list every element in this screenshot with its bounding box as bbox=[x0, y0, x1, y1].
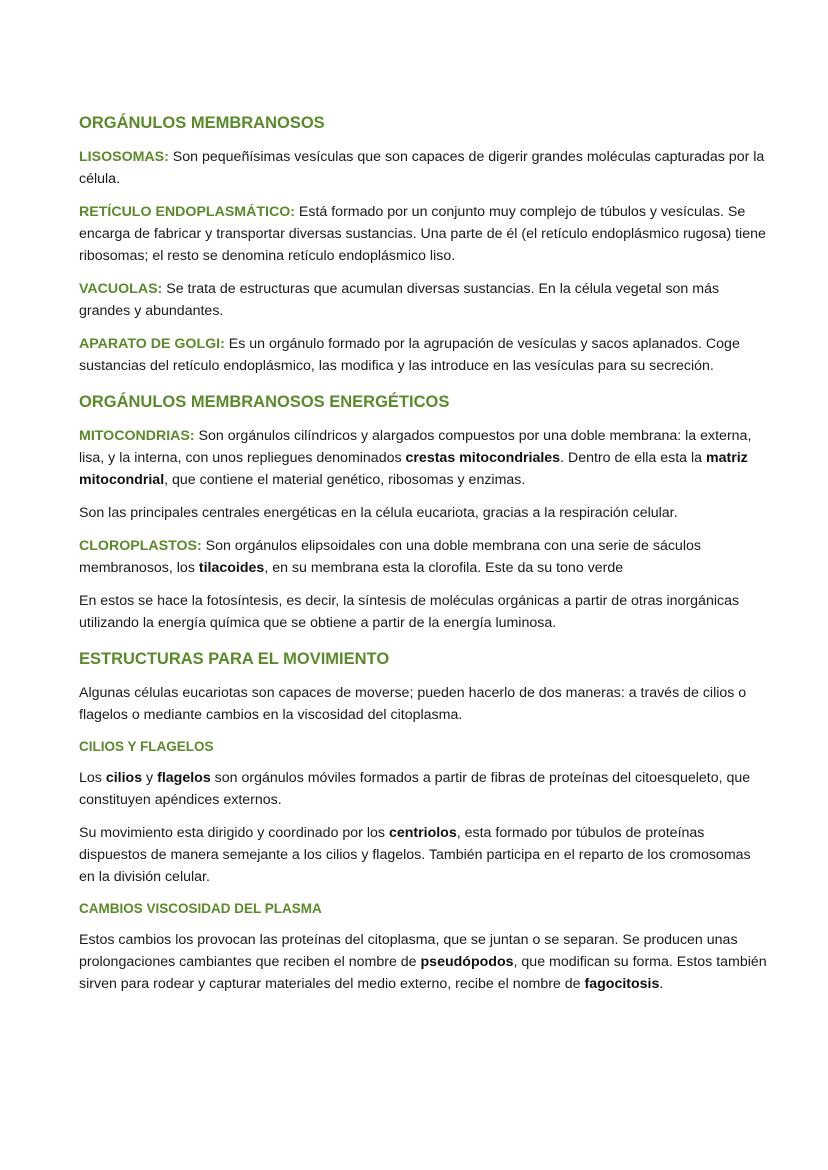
paragraph-cilios-1 bbox=[79, 767, 768, 811]
bold-cilios: cilios bbox=[105, 770, 143, 786]
text-vacuolas: Se trata de estructuras que acumulan diversas sustancias. En la célula vegetal son más grandes y abundantes. bbox=[79, 281, 720, 319]
paragraph-golgi bbox=[79, 333, 768, 377]
bold-crestas: crestas mitocondriales bbox=[405, 450, 561, 466]
bold-flagelos: flagelos bbox=[157, 770, 211, 786]
heading-organulos-membranosos: ORGÁNULOS MEMBRANOSOS bbox=[79, 114, 325, 132]
heading-cambios-viscosidad: CAMBIOS VISCOSIDAD DEL PLASMA bbox=[79, 901, 322, 916]
term-mitocondrias: MITOCONDRIAS: bbox=[79, 428, 195, 444]
text-viscosidad-a: Estos cambios los provocan las proteínas del citoplasma, que se juntan o se separan. Se producen unas prolongaciones cambiantes que reciben el nombre de bbox=[79, 932, 738, 970]
paragraph-movimiento-intro: Algunas células eucariotas son capaces de moverse; pueden hacerlo de dos maneras: a través de cilios o flagelos o mediante cambios en la viscosidad del citoplasma. bbox=[79, 685, 747, 723]
bold-matriz: matriz mitocondrial bbox=[79, 450, 748, 488]
term-reticulo: RETÍCULO ENDOPLASMÁTICO: bbox=[79, 204, 295, 220]
paragraph-fotosintesis: En estos se hace la fotosíntesis, es decir, la síntesis de moléculas orgánicas a partir de otras inorgánicas utilizando la energía química que se obtiene a partir de la energía luminosa. bbox=[79, 593, 740, 631]
bold-fagocitosis: fagocitosis bbox=[584, 976, 660, 992]
text-golgi: Es un orgánulo formado por la agrupación de vesículas y sacos aplanados. Coge sustancias del retículo endoplásmico, las modifica y las introduce en las vesículas para su secreción. bbox=[79, 336, 740, 374]
paragraph-mitocondrias bbox=[79, 425, 768, 491]
paragraph-mitocondrias-2: Son las principales centrales energéticas en la célula eucariota, gracias a la respiración celular. bbox=[79, 505, 678, 521]
text-reticulo: Está formado por un conjunto muy complejo de túbulos y vesículas. Se encarga de fabricar y transportar diversas sustancias. Una parte de él (el retículo endoplásmico rugosa) tiene ribosomas; el resto se denomina retículo endoplásmico liso. bbox=[79, 204, 766, 264]
text-mitocondrias-1: Son orgánulos cilíndricos y alargados compuestos por una doble membrana: la externa, lisa, y la interna, con unos repliegues denominados bbox=[79, 428, 752, 466]
text-mitocondrias-2: . Dentro de ella esta la bbox=[560, 450, 706, 466]
term-golgi: APARATO DE GOLGI: bbox=[79, 336, 225, 352]
bold-tilacoides: tilacoides bbox=[198, 560, 265, 576]
term-vacuolas: VACUOLAS: bbox=[79, 281, 163, 297]
text-lisosomas: Son pequeñísimas vesículas que son capaces de digerir grandes moléculas capturadas por la célula. bbox=[79, 149, 765, 187]
text-centriolos-a: Su movimiento esta dirigido y coordinado por los bbox=[79, 825, 389, 841]
paragraph-reticulo bbox=[79, 201, 768, 267]
heading-estructuras-movimiento: ESTRUCTURAS PARA EL MOVIMIENTO bbox=[79, 650, 390, 668]
paragraph-vacuolas bbox=[79, 278, 768, 322]
text-centriolos-c: , esta formado por túbulos de proteínas dispuestos de manera semejante a los cilios y flagelos. También participa en el reparto de los cromosomas en la división celular. bbox=[79, 825, 751, 885]
text-viscosidad-c: , que modifican su forma. Estos también sirven para rodear y capturar materiales del medio externo, recibe el nombre de bbox=[79, 954, 767, 992]
text-cloroplastos-1: Son orgánulos elipsoidales con una doble membrana con una serie de sáculos membranosos, los bbox=[79, 538, 701, 576]
bold-centriolos: centriolos bbox=[388, 825, 457, 841]
text-cilios-a: Los bbox=[79, 770, 106, 786]
text-cilios-c: y bbox=[142, 770, 158, 786]
heading-cilios-flagelos: CILIOS Y FLAGELOS bbox=[79, 739, 214, 754]
text-mitocondrias-3: , que contiene el material genético, ribosomas y enzimas. bbox=[164, 472, 526, 488]
term-cloroplastos: CLOROPLASTOS: bbox=[79, 538, 202, 554]
bold-pseudopodos: pseudópodos bbox=[420, 954, 514, 970]
paragraph-lisosomas bbox=[79, 146, 768, 190]
paragraph-cloroplastos bbox=[79, 535, 768, 579]
text-viscosidad-d: . bbox=[659, 976, 664, 992]
paragraph-cilios-2 bbox=[79, 822, 768, 888]
text-cloroplastos-2: , en su membrana esta la clorofila. Este da su tono verde bbox=[264, 560, 624, 576]
text-cilios-d: son orgánulos móviles formados a partir de fibras de proteínas del citoesqueleto, que constituyen apéndices externos. bbox=[79, 770, 751, 808]
term-lisosomas: LISOSOMAS: bbox=[79, 149, 169, 165]
heading-organulos-energeticos: ORGÁNULOS MEMBRANOSOS ENERGÉTICOS bbox=[79, 393, 450, 411]
paragraph-viscosidad bbox=[79, 929, 768, 995]
